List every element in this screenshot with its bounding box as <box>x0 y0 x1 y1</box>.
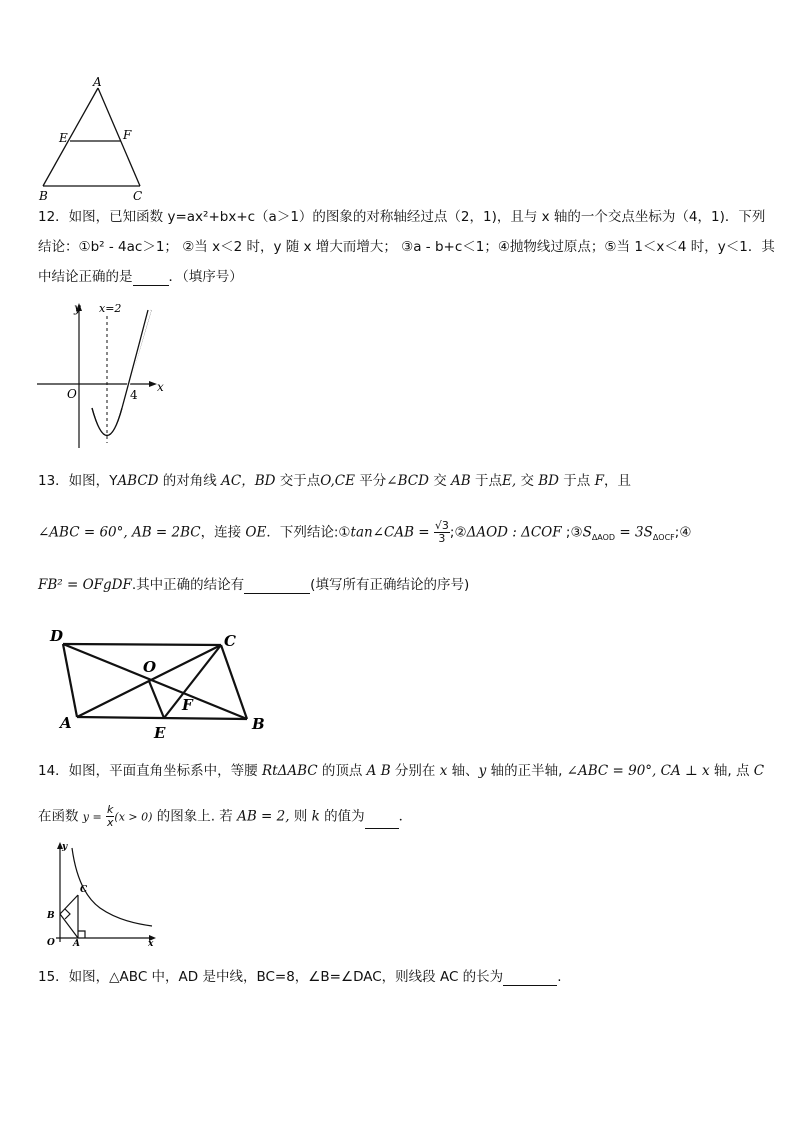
parallelogram-figure-13 <box>44 624 274 744</box>
label-b: B <box>252 715 265 733</box>
q13-text: 的对角线 <box>158 473 222 489</box>
q12-text: 中结论正确的是 <box>38 269 133 285</box>
q14-text: 轴, 点 <box>709 763 754 779</box>
q13-text: ;② <box>449 524 467 541</box>
label-o: O <box>47 938 55 948</box>
q14-text: 在函数 <box>38 808 83 825</box>
q13-math: ΔAOD : ΔCOF <box>466 524 562 541</box>
q13-text: 交 <box>428 473 452 489</box>
q14-math: AB = 2, <box>237 808 290 825</box>
q13-math: OE <box>245 524 267 541</box>
q12-line1: 12．如图，已知函数 y=ax²+bx+c（a＞1）的图象的对称轴经过点（2，1)，且与 x 轴的一个交点坐标为（4，1)．下列 <box>38 209 766 225</box>
q14-math: C <box>753 763 765 779</box>
q13-text: ，连接 <box>200 524 246 541</box>
q14-text: 轴、 <box>447 763 479 779</box>
label-c: C <box>80 885 88 895</box>
q14-math: y = <box>82 810 102 824</box>
q13-text: .其中正确的结论有 <box>131 577 245 593</box>
q14-math: (x > 0) <box>114 810 153 824</box>
label-c: C <box>133 189 143 203</box>
q15-line1 <box>38 968 561 986</box>
fraction-numerator: √3 <box>434 519 449 532</box>
label-a: A <box>73 939 80 949</box>
q13-text: 交 <box>516 473 539 489</box>
q13-math: ABCD <box>117 473 159 489</box>
q13-subscript: ΔOCF <box>652 533 675 543</box>
q13-math: E, <box>502 473 517 489</box>
axis-x-label: x <box>157 380 164 394</box>
q13-math: S <box>643 524 653 541</box>
q13-math: BD <box>538 473 559 489</box>
answer-blank[interactable] <box>503 971 557 986</box>
q14-text: 14．如图，平面直角坐标系中，等腰 <box>38 763 262 779</box>
label-x: x <box>148 939 154 949</box>
q14-text: 的顶点 <box>317 763 367 779</box>
label-o: O <box>143 658 157 676</box>
q13-text: (填写所有正确结论的序号) <box>310 577 470 593</box>
label-f: F <box>182 696 193 714</box>
q13-math: F <box>594 473 604 489</box>
q14-text: 的图象上. 若 <box>152 808 238 825</box>
q13-text: 13．如图， <box>38 473 110 489</box>
q14-text: ． <box>398 808 413 825</box>
root-label: 4 <box>130 388 138 402</box>
q14-line1 <box>38 762 764 780</box>
q13-math: = 3 <box>615 524 644 541</box>
q13-text: 于点 <box>470 473 502 489</box>
q14-text: 则 <box>289 808 312 825</box>
fraction-numerator: k <box>107 803 114 816</box>
q13-subscript: ΔAOD <box>591 533 616 543</box>
q13-math: AB <box>451 473 471 489</box>
triangle-figure-11 <box>30 76 160 204</box>
q13-math: tan∠CAB = <box>350 524 430 541</box>
fraction-denominator: 3 <box>438 532 446 545</box>
q13-text: ;③ <box>561 524 583 541</box>
q15-text: 15．如图，△ABC 中，AD 是中线，BC=8，∠B=∠DAC，则线段 AC 的长为 <box>38 969 504 985</box>
q13-line3 <box>38 576 469 594</box>
label-f: F <box>123 128 132 142</box>
q14-math: A B <box>366 763 391 779</box>
label-y: y <box>62 842 68 852</box>
label-b: B <box>47 911 55 921</box>
q14-math: y <box>478 763 487 779</box>
parabola-figure-12 <box>34 298 174 456</box>
symmetry-label: x=2 <box>99 302 122 315</box>
q13-math: ∠BCD <box>386 473 429 489</box>
q14-text: 轴的正半轴, <box>486 763 567 779</box>
q13-line1 <box>38 472 631 490</box>
q13-math: ∠ABC = 60°, AB = 2BC <box>38 524 201 541</box>
fraction-sqrt3-over-3 <box>434 520 450 545</box>
answer-blank[interactable] <box>133 271 169 286</box>
q13-text: ;④ <box>674 524 692 541</box>
answer-blank[interactable] <box>244 579 310 594</box>
q13-math: O,CE <box>320 473 355 489</box>
fraction-denominator: x <box>106 816 114 829</box>
q12-text: ．（填序号） <box>168 269 243 285</box>
label-c: C <box>224 632 236 650</box>
q14-text: 的值为 <box>319 808 365 825</box>
q14-math: x <box>439 763 448 779</box>
q14-math: k <box>311 808 320 825</box>
axis-y-label: y <box>74 301 81 315</box>
q13-line2 <box>38 520 691 547</box>
q13-math: FB² = OFgDF <box>38 577 132 593</box>
label-b: B <box>39 189 48 203</box>
q14-math: ∠ABC = 90°, CA ⊥ x <box>566 763 710 779</box>
q12-line3 <box>38 268 243 286</box>
label-a: A <box>93 76 102 89</box>
coordinate-figure-14 <box>40 840 170 952</box>
q15-text: . <box>557 969 562 985</box>
label-e: E <box>59 131 68 145</box>
origin-label: O <box>67 387 77 401</box>
q12-line2: 结论：①b² - 4ac＞1； ②当 x＜2 时，y 随 x 增大而增大； ③a - b+c＜1；④抛物线过原点；⑤当 1＜x＜4 时，y＜1．其 <box>38 239 775 255</box>
label-a: A <box>60 714 72 732</box>
q13-text: 平分 <box>355 473 387 489</box>
q13-text: 于点 <box>559 473 595 489</box>
q13-math: S <box>582 524 592 541</box>
answer-blank[interactable] <box>365 814 399 829</box>
q14-line2 <box>38 804 412 829</box>
q13-text: 交于点 <box>275 473 321 489</box>
label-d: D <box>50 627 64 645</box>
q14-math: RtΔABC <box>261 763 318 779</box>
label-e: E <box>154 724 166 742</box>
q13-text: ，且 <box>603 473 631 489</box>
q13-math: AC，BD <box>221 473 276 489</box>
parallelogram-symbol: Y <box>109 473 118 489</box>
q13-text: ．下列结论:① <box>266 524 351 541</box>
q14-text: 分别在 <box>390 763 440 779</box>
